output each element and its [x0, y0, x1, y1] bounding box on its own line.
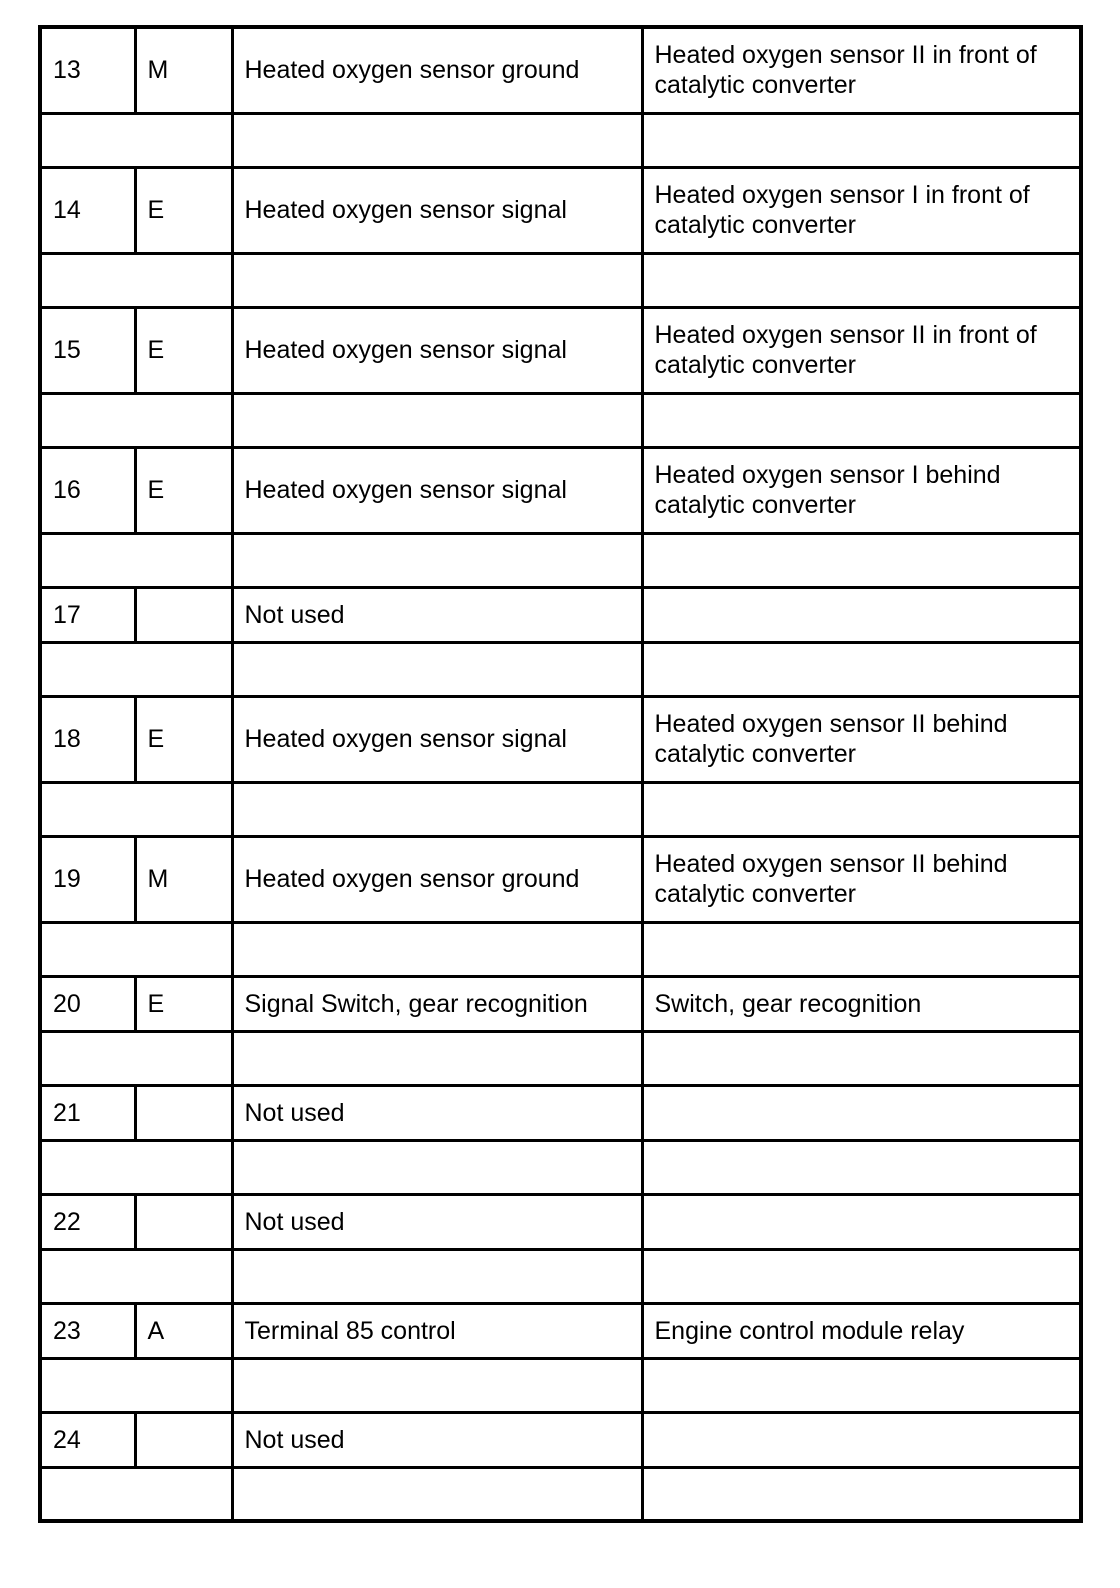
pin-number-cell: 23 — [40, 1303, 135, 1358]
spacer-cell — [642, 253, 1081, 307]
table-row — [40, 307, 1081, 393]
component-cell: Engine control module relay — [642, 1303, 1081, 1358]
pin-number-cell: 17 — [40, 587, 135, 642]
spacer-row — [40, 1140, 1081, 1194]
spacer-row — [40, 533, 1081, 587]
spacer-cell — [40, 782, 232, 836]
function-cell: Terminal 85 control — [232, 1303, 642, 1358]
signal-type-cell — [135, 1194, 232, 1249]
table-row — [40, 1412, 1081, 1467]
signal-type-cell: M — [135, 27, 232, 113]
function-cell: Not used — [232, 587, 642, 642]
function-cell: Heated oxygen sensor signal — [232, 696, 642, 782]
pin-number-cell: 24 — [40, 1412, 135, 1467]
component-cell: Heated oxygen sensor II in front of catalytic converter — [642, 27, 1081, 113]
spacer-row — [40, 642, 1081, 696]
signal-type-cell: E — [135, 167, 232, 253]
spacer-cell — [642, 533, 1081, 587]
spacer-cell — [40, 113, 232, 167]
spacer-row — [40, 253, 1081, 307]
table-row — [40, 1303, 1081, 1358]
component-cell: Switch, gear recognition — [642, 976, 1081, 1031]
spacer-cell — [642, 922, 1081, 976]
pin-number-cell: 19 — [40, 836, 135, 922]
table-row — [40, 976, 1081, 1031]
function-cell: Heated oxygen sensor signal — [232, 167, 642, 253]
spacer-row — [40, 922, 1081, 976]
function-cell: Not used — [232, 1085, 642, 1140]
signal-type-cell: E — [135, 976, 232, 1031]
table-row — [40, 447, 1081, 533]
spacer-cell — [642, 113, 1081, 167]
spacer-cell — [642, 642, 1081, 696]
spacer-cell — [232, 1140, 642, 1194]
spacer-cell — [232, 782, 642, 836]
pin-number-cell: 20 — [40, 976, 135, 1031]
function-cell: Heated oxygen sensor signal — [232, 447, 642, 533]
spacer-cell — [40, 922, 232, 976]
spacer-cell — [232, 1249, 642, 1303]
table-row — [40, 1194, 1081, 1249]
component-cell — [642, 1412, 1081, 1467]
table-row — [40, 587, 1081, 642]
spacer-cell — [40, 393, 232, 447]
pin-assignment-table — [38, 25, 1083, 1523]
spacer-cell — [232, 533, 642, 587]
component-cell: Heated oxygen sensor II behind catalytic converter — [642, 836, 1081, 922]
function-cell: Heated oxygen sensor signal — [232, 307, 642, 393]
table-row — [40, 836, 1081, 922]
table-row — [40, 27, 1081, 113]
signal-type-cell: E — [135, 307, 232, 393]
spacer-cell — [232, 1358, 642, 1412]
spacer-cell — [642, 1140, 1081, 1194]
signal-type-cell: E — [135, 696, 232, 782]
spacer-cell — [40, 253, 232, 307]
pin-number-cell: 22 — [40, 1194, 135, 1249]
spacer-cell — [642, 1249, 1081, 1303]
pin-table-body — [40, 27, 1081, 1521]
function-cell: Heated oxygen sensor ground — [232, 836, 642, 922]
spacer-cell — [232, 1467, 642, 1521]
function-cell: Not used — [232, 1194, 642, 1249]
component-cell — [642, 1194, 1081, 1249]
spacer-row — [40, 1031, 1081, 1085]
spacer-cell — [232, 393, 642, 447]
component-cell — [642, 587, 1081, 642]
spacer-cell — [232, 113, 642, 167]
spacer-cell — [40, 1467, 232, 1521]
function-cell: Not used — [232, 1412, 642, 1467]
spacer-cell — [642, 1358, 1081, 1412]
spacer-cell — [232, 922, 642, 976]
function-cell: Heated oxygen sensor ground — [232, 27, 642, 113]
pin-number-cell: 18 — [40, 696, 135, 782]
table-row — [40, 167, 1081, 253]
spacer-cell — [232, 642, 642, 696]
spacer-cell — [40, 1140, 232, 1194]
spacer-cell — [40, 642, 232, 696]
pin-number-cell: 13 — [40, 27, 135, 113]
signal-type-cell: M — [135, 836, 232, 922]
function-cell: Signal Switch, gear recognition — [232, 976, 642, 1031]
component-cell — [642, 1085, 1081, 1140]
spacer-cell — [642, 1467, 1081, 1521]
pin-number-cell: 14 — [40, 167, 135, 253]
spacer-cell — [40, 1031, 232, 1085]
spacer-row — [40, 1249, 1081, 1303]
spacer-cell — [642, 393, 1081, 447]
pin-number-cell: 16 — [40, 447, 135, 533]
spacer-row — [40, 1358, 1081, 1412]
spacer-cell — [232, 1031, 642, 1085]
spacer-row — [40, 1467, 1081, 1521]
signal-type-cell: A — [135, 1303, 232, 1358]
signal-type-cell — [135, 1085, 232, 1140]
spacer-cell — [40, 1249, 232, 1303]
spacer-cell — [40, 533, 232, 587]
signal-type-cell: E — [135, 447, 232, 533]
spacer-cell — [642, 1031, 1081, 1085]
spacer-cell — [232, 253, 642, 307]
signal-type-cell — [135, 1412, 232, 1467]
component-cell: Heated oxygen sensor II in front of catalytic converter — [642, 307, 1081, 393]
pin-number-cell: 21 — [40, 1085, 135, 1140]
spacer-cell — [40, 1358, 232, 1412]
spacer-row — [40, 113, 1081, 167]
spacer-row — [40, 393, 1081, 447]
component-cell: Heated oxygen sensor I in front of catalytic converter — [642, 167, 1081, 253]
table-row — [40, 696, 1081, 782]
component-cell: Heated oxygen sensor II behind catalytic converter — [642, 696, 1081, 782]
spacer-row — [40, 782, 1081, 836]
table-row — [40, 1085, 1081, 1140]
spacer-cell — [642, 782, 1081, 836]
signal-type-cell — [135, 587, 232, 642]
component-cell: Heated oxygen sensor I behind catalytic converter — [642, 447, 1081, 533]
pin-number-cell: 15 — [40, 307, 135, 393]
